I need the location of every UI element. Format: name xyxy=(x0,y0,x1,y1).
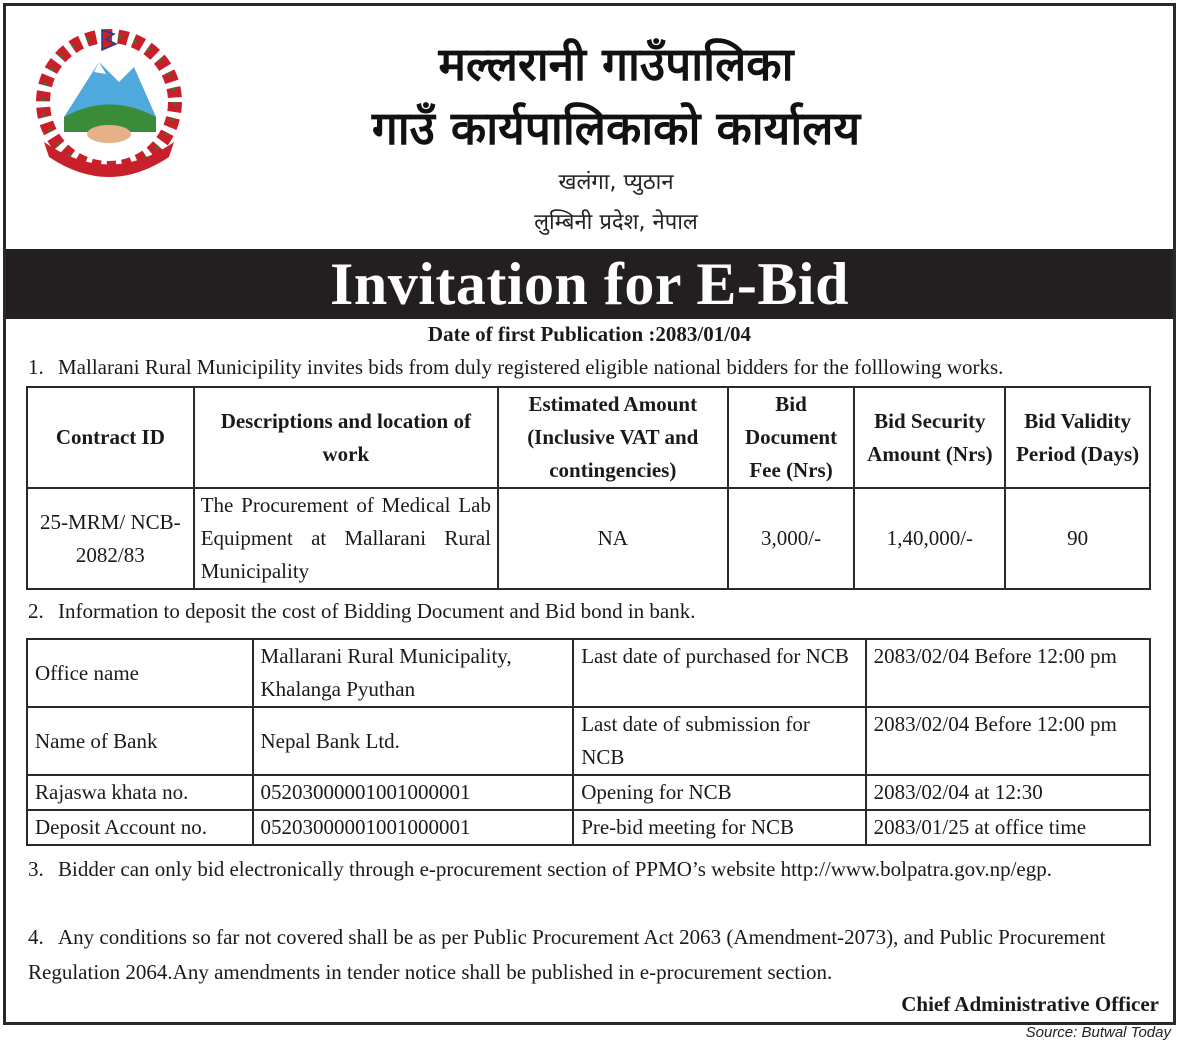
section-text: Any conditions so far not covered shall be as per Public Procurement Act 2063 (Amendment-2073), and Public Procurement Regulation 2064.Any amendments in tender notice shall be published in e-procurement section. xyxy=(28,925,1106,984)
table-row xyxy=(27,810,1150,845)
section-number: 3. xyxy=(28,857,44,881)
office-title: गाउँ कार्यपालिकाको कार्यालय xyxy=(371,101,861,155)
bid-details-table xyxy=(26,386,1151,590)
value-cell: 05203000001001000001 xyxy=(253,775,574,810)
section-4 xyxy=(28,920,1168,990)
label-cell: Last date of purchased for NCB xyxy=(573,639,865,707)
section-text: Bidder can only bid electronically through e-procurement section of PPMO’s website http://www.bolpatra.gov.np/egp. xyxy=(58,857,1052,881)
address-line-2: लुम्बिनी प्रदेश, नेपाल xyxy=(534,210,698,235)
value-cell: 2083/01/25 at office time xyxy=(866,810,1150,845)
validity-days-cell: 90 xyxy=(1005,488,1150,589)
section-number: 2. xyxy=(28,599,44,623)
column-header: Estimated Amount (Inclusive VAT and contingencies) xyxy=(498,387,728,488)
section-2 xyxy=(28,594,1168,629)
estimated-amount-cell: NA xyxy=(498,488,728,589)
table-row xyxy=(27,707,1150,775)
notice-banner-title: Invitation for E-Bid xyxy=(6,249,1173,319)
signature: Chief Administrative Officer xyxy=(901,992,1159,1016)
table-row xyxy=(27,775,1150,810)
label-cell: Name of Bank xyxy=(27,707,253,775)
label-cell: Rajaswa khata no. xyxy=(27,775,253,810)
table-header-row xyxy=(27,387,1150,488)
label-cell: Pre-bid meeting for NCB xyxy=(573,810,865,845)
label-cell: Deposit Account no. xyxy=(27,810,253,845)
bank-info-table xyxy=(26,638,1151,846)
section-number: 1. xyxy=(28,355,44,379)
label-cell: Opening for NCB xyxy=(573,775,865,810)
label-cell: Last date of submission for NCB xyxy=(573,707,865,775)
table-row xyxy=(27,488,1150,589)
column-header: Descriptions and location of work xyxy=(194,387,498,488)
column-header: Contract ID xyxy=(27,387,194,488)
section-text: Mallarani Rural Municipility invites bids from duly registered eligible national bidders for the folllowing works. xyxy=(58,355,1004,379)
column-header: Bid Validity Period (Days) xyxy=(1005,387,1150,488)
column-header: Bid Document Fee (Nrs) xyxy=(728,387,855,488)
section-number: 4. xyxy=(28,925,44,949)
government-emblem-icon xyxy=(24,22,194,187)
label-cell: Office name xyxy=(27,639,253,707)
table-row xyxy=(27,639,1150,707)
address-line-1: खलंगा, प्युठान xyxy=(558,170,674,195)
value-cell: 2083/02/04 Before 12:00 pm xyxy=(866,707,1150,775)
value-cell: 05203000001001000001 xyxy=(253,810,574,845)
source-credit: Source: Butwal Today xyxy=(1025,1024,1171,1041)
value-cell: 2083/02/04 Before 12:00 pm xyxy=(866,639,1150,707)
publication-date: Date of first Publication :2083/01/04 xyxy=(427,322,752,346)
security-amount-cell: 1,40,000/- xyxy=(854,488,1005,589)
column-header: Bid Security Amount (Nrs) xyxy=(854,387,1005,488)
value-cell: 2083/02/04 at 12:30 xyxy=(866,775,1150,810)
notice-frame xyxy=(3,3,1176,1025)
section-text: Information to deposit the cost of Bidding Document and Bid bond in bank. xyxy=(58,599,696,623)
contract-id-cell: 25-MRM/ NCB-2082/83 xyxy=(27,488,194,589)
value-cell: Mallarani Rural Municipality, Khalanga Pyuthan xyxy=(253,639,574,707)
municipality-title: मल्लरानी गाउँपालिका xyxy=(438,37,794,91)
value-cell: Nepal Bank Ltd. xyxy=(253,707,574,775)
section-1 xyxy=(28,350,1168,385)
section-3 xyxy=(28,852,1168,887)
document-fee-cell: 3,000/- xyxy=(728,488,855,589)
description-cell: The Procurement of Medical Lab Equipment at Mallarani Rural Municipality xyxy=(194,488,498,589)
